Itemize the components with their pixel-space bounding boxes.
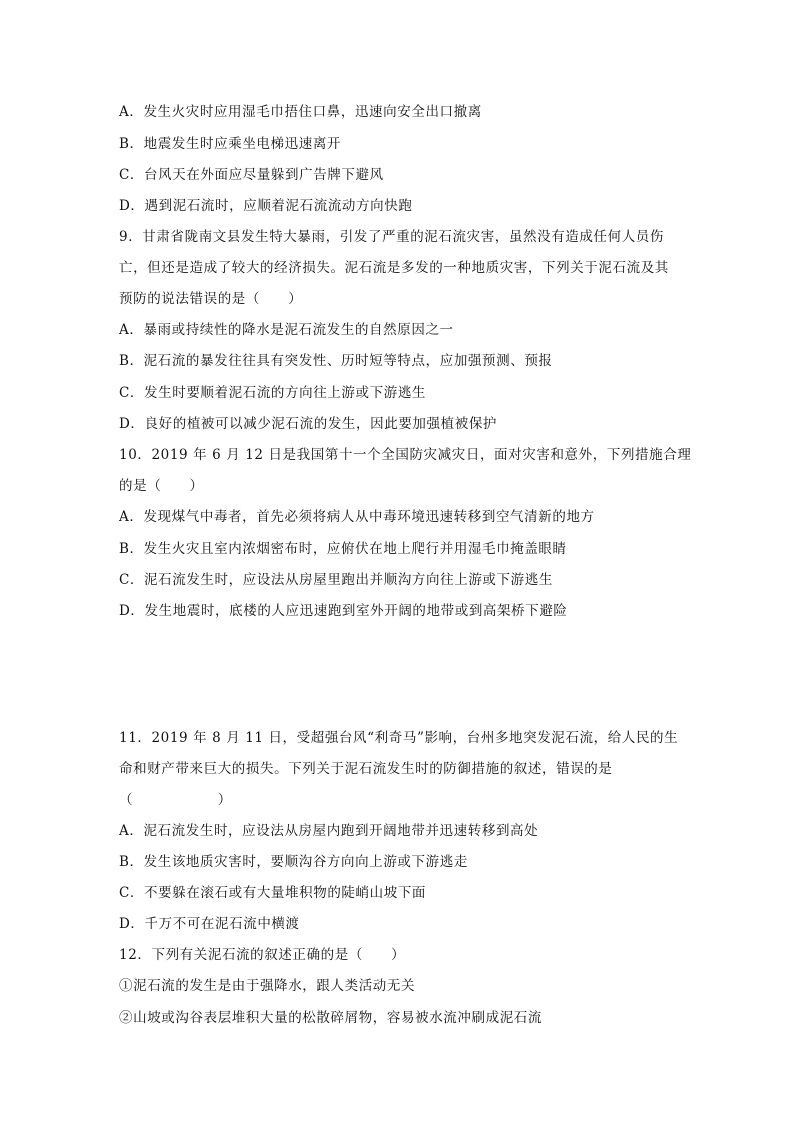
q9-option-c: C．发生时要顺着泥石流的方向往上游或下游逃生 (119, 385, 427, 401)
q10-option-b: B．发生火灾且室内浓烟密布时，应俯伏在地上爬行并用湿毛巾掩盖眼睛 (119, 541, 567, 557)
q10-stem-line-2: 的是（ ） (119, 478, 204, 494)
q11-stem-line-3: （ ） (119, 792, 232, 808)
q10-option-a: A．发现煤气中毒者，首先必须将病人从中毒环境迅速转移到空气清新的地方 (119, 509, 595, 525)
q11-option-b: B．发生该地质灾害时，要顺沟谷方向向上游或下游逃走 (119, 854, 468, 870)
q8-option-a: A．发生火灾时应用湿毛巾捂住口鼻，迅速向安全出口撤离 (119, 104, 482, 120)
q11-stem-line-2: 命和财产带来巨大的损失。下列关于泥石流发生时的防御措施的叙述，错误的是 (119, 761, 613, 777)
q8-option-c: C．台风天在外面应尽量躲到广告牌下避风 (119, 167, 384, 183)
q10-option-c: C．泥石流发生时，应设法从房屋里跑出并顺沟方向往上游或下游逃生 (119, 572, 553, 588)
q11-option-c: C．不要躲在滚石或有大量堆积物的陡峭山坡下面 (119, 885, 427, 901)
q11-stem-line-1: 11．2019 年 8 月 11 日，受超强台风“利奇马”影响，台州多地突发泥石流，给人民的生 (119, 730, 679, 746)
q9-stem-line-1: 9．甘肃省陇南文县发生特大暴雨，引发了严重的泥石流灾害，虽然没有造成任何人员伤 (119, 229, 664, 245)
q9-option-d: D．良好的植被可以减少泥石流的发生，因此要加强植被保护 (119, 416, 498, 432)
q10-stem-line-1: 10．2019 年 6 月 12 日是我国第十一个全国防灾减灾日，面对灾害和意外，下列措施合理 (119, 447, 692, 463)
q10-option-d: D．发生地震时，底楼的人应迅速跑到室外开阔的地带或到高架桥下避险 (119, 603, 568, 619)
q12-statement-2: ②山坡或沟谷表层堆积大量的松散碎屑物，容易被水流冲刷成泥石流 (119, 1010, 542, 1026)
q12-stem-line-1: 12．下列有关泥石流的叙述正确的是（ ） (119, 947, 406, 963)
q8-option-b: B．地震发生时应乘坐电梯迅速离开 (119, 136, 342, 152)
q11-option-d: D．千万不可在泥石流中横渡 (119, 916, 300, 932)
q12-statement-1: ①泥石流的发生是由于强降水，跟人类活动无关 (119, 978, 416, 994)
q9-stem-line-3: 预防的说法错误的是（ ） (119, 291, 303, 307)
q9-option-a: A．暴雨或持续性的降水是泥石流发生的自然原因之一 (119, 322, 454, 338)
q9-option-b: B．泥石流的暴发往往具有突发性、历时短等特点，应加强预测、预报 (119, 353, 553, 369)
q8-option-d: D．遇到泥石流时，应顺着泥石流流动方向快跑 (119, 198, 413, 214)
q11-option-a: A．泥石流发生时，应设法从房屋内跑到开阔地带并迅速转移到高处 (119, 823, 539, 839)
q9-stem-line-2: 亡，但还是造成了较大的经济损失。泥石流是多发的一种地质灾害，下列关于泥石流及其 (119, 260, 669, 276)
